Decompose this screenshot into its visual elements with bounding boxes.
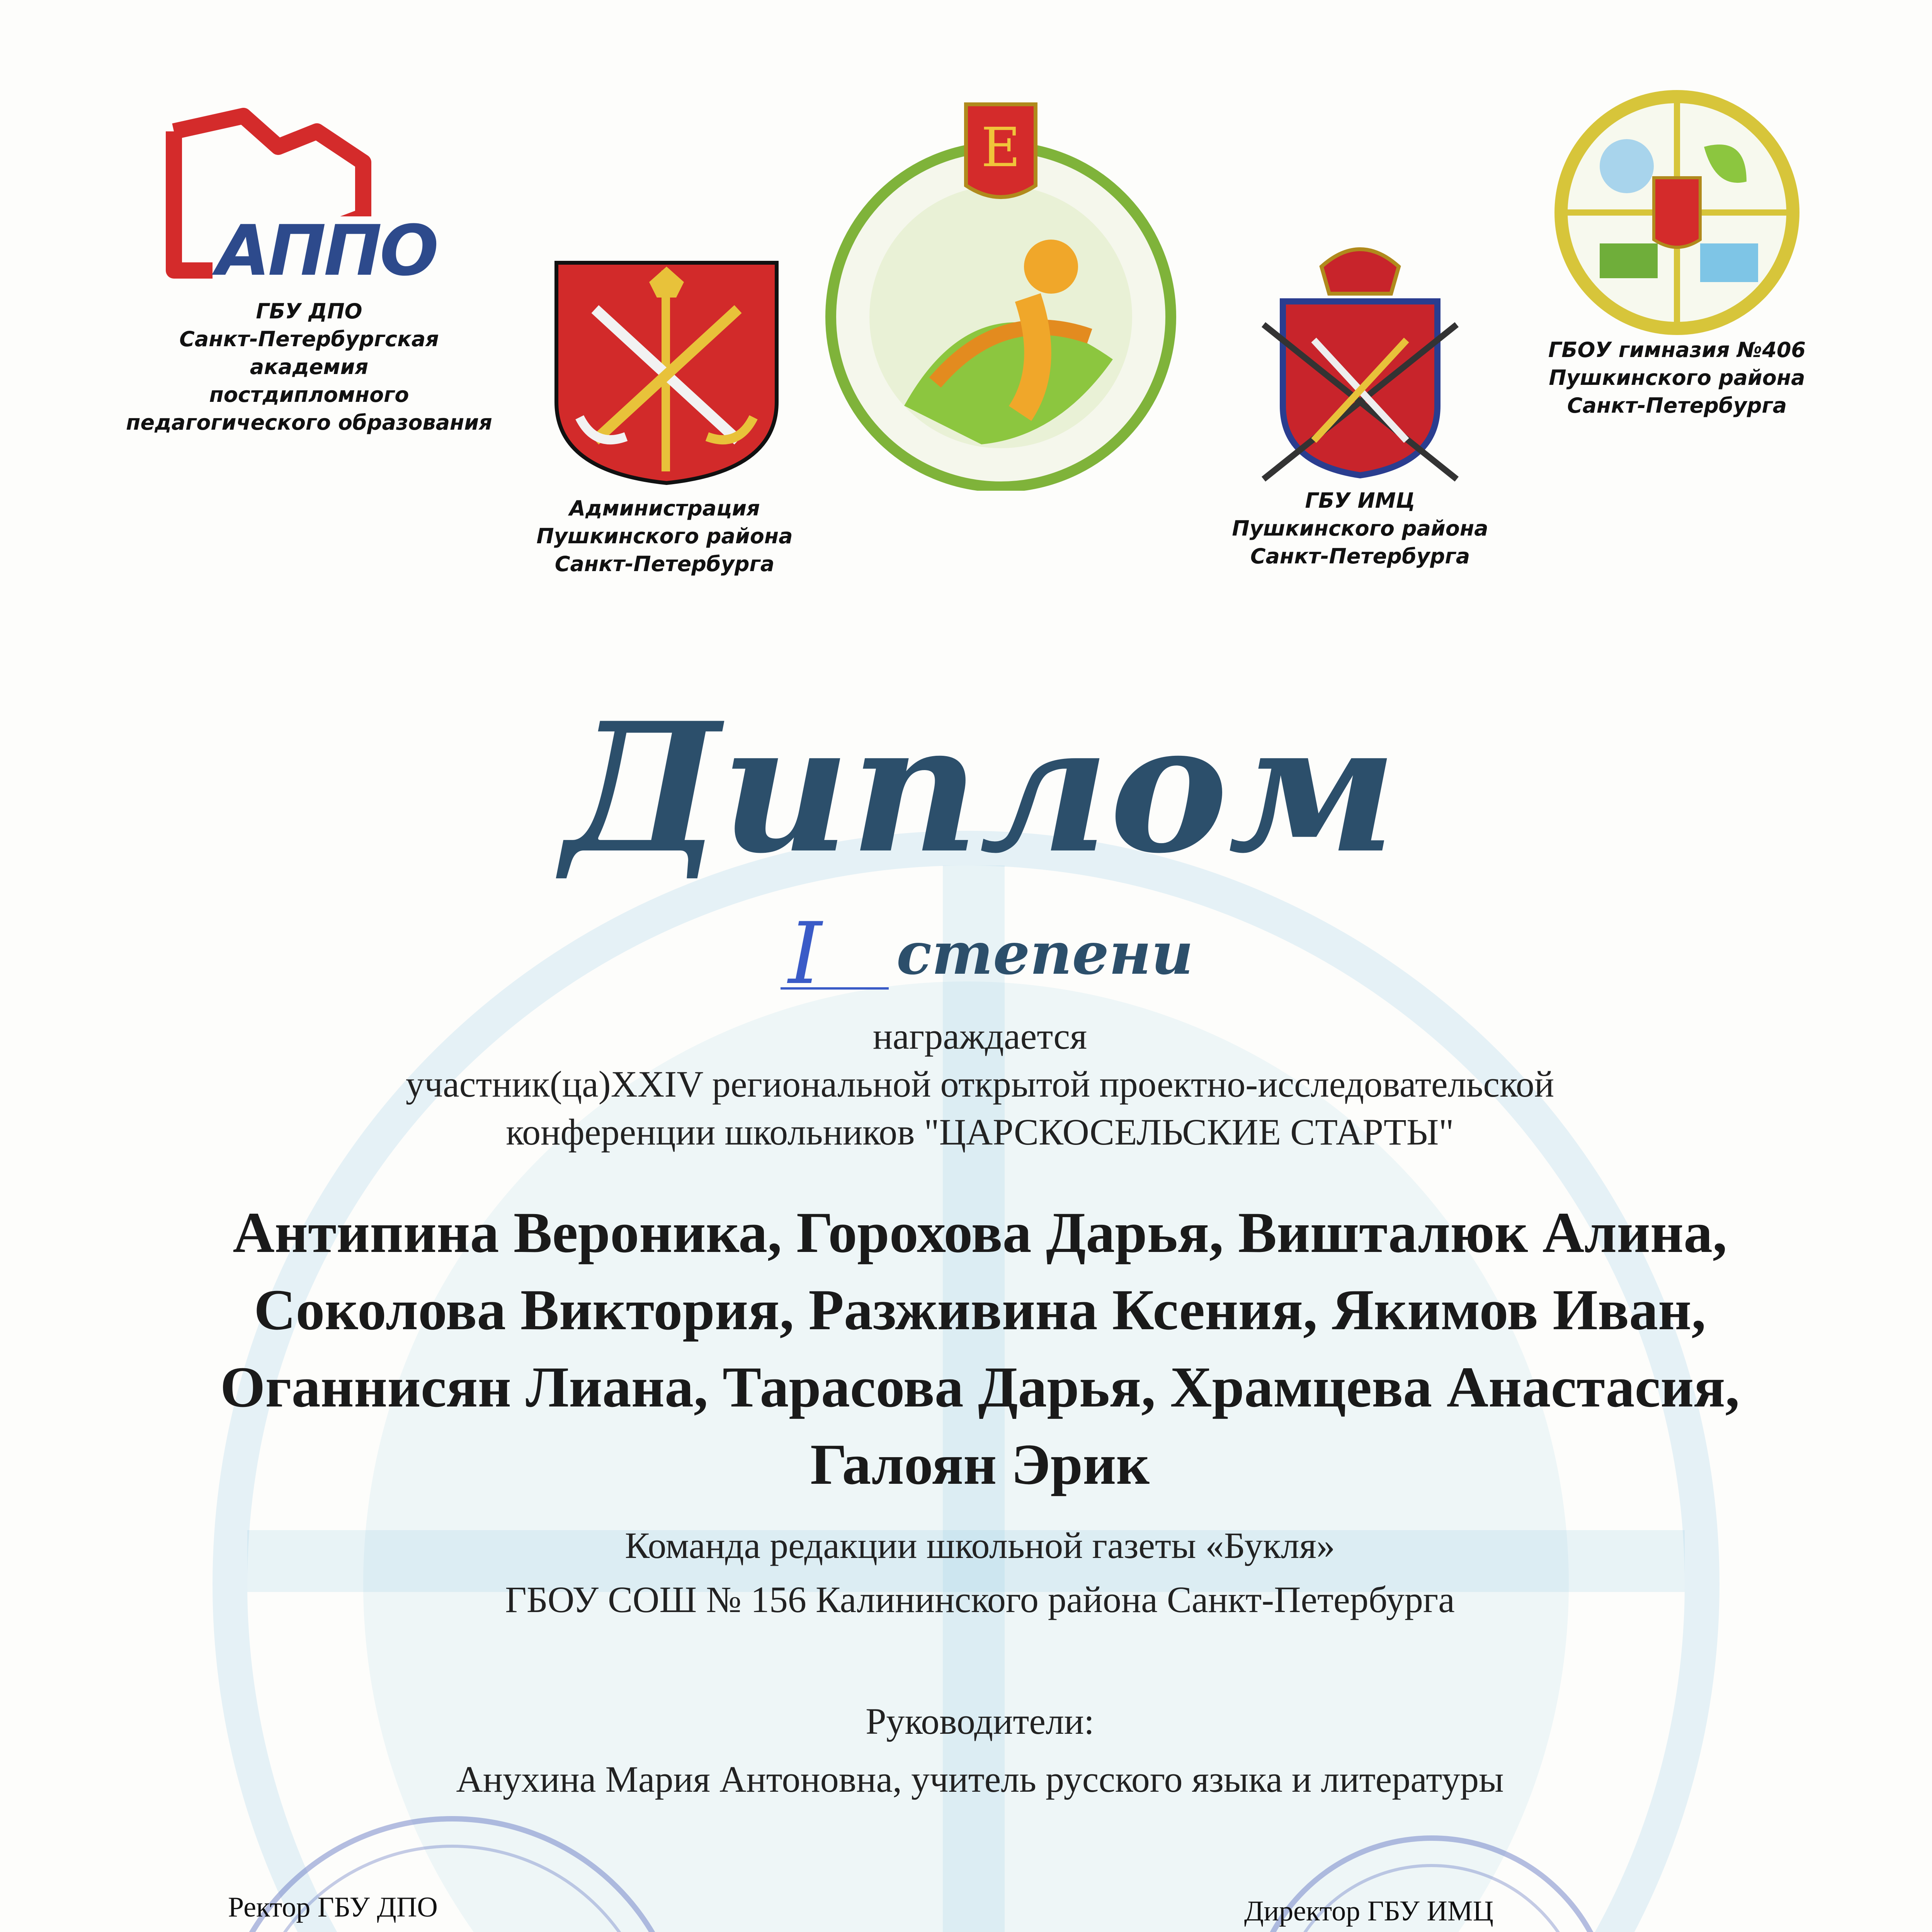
- signatory-title-line: Директор ГБУ ИМЦ: [1244, 1895, 1494, 1927]
- appo-mark: АППО: [216, 211, 437, 291]
- appo-caption-line: Санкт-Петербургская: [179, 327, 439, 351]
- imc-caption-line: Санкт-Петербурга: [1250, 544, 1470, 568]
- signature-right-top: [1244, 1889, 1785, 1932]
- admin-caption-line: Пушкинского района: [536, 524, 793, 548]
- award-line: участник(ца)XXIV региональной открытой проектно-исследовательской: [405, 1063, 1554, 1105]
- signature-left-top: [228, 1886, 769, 1932]
- spb-coat-of-arms-icon: [510, 255, 819, 487]
- appo-logo: [116, 89, 502, 460]
- admin-caption: [510, 495, 819, 578]
- recipients-line: Антипина Вероника, Горохова Дарья, Вишталюк Алина,: [233, 1201, 1727, 1265]
- award-line: конференции школьников "ЦАРСКОСЕЛЬСКИЕ СТАРТЫ": [506, 1111, 1454, 1153]
- diploma-title: Диплом: [563, 684, 1397, 893]
- imc-logo: [1206, 224, 1515, 580]
- team-line: ГБОУ СОШ № 156 Калининского района Санкт-Петербурга: [505, 1579, 1455, 1620]
- admin-caption-line: Санкт-Петербурга: [554, 552, 775, 576]
- imc-caption-line: ГБУ ИМЦ: [1305, 488, 1415, 513]
- imc-coat-of-arms-icon: [1206, 224, 1515, 487]
- team-block: [77, 1519, 1883, 1627]
- award-line: награждается: [872, 1015, 1087, 1057]
- appo-caption-line: постдипломного: [209, 383, 409, 407]
- recipients-line: Соколова Виктория, Разживина Ксения, Якимов Иван,: [254, 1278, 1706, 1342]
- school-emblem-icon: [1530, 89, 1824, 336]
- award-block: [77, 1012, 1883, 1156]
- degree-handwritten: I: [788, 904, 822, 1003]
- appo-caption-line: педагогического образования: [126, 410, 492, 435]
- school-caption-line: Пушкинского района: [1549, 366, 1805, 390]
- appo-caption-line: академия: [250, 355, 369, 379]
- school-caption-line: Санкт-Петербурга: [1567, 393, 1787, 418]
- supervisors-block: [77, 1692, 1883, 1808]
- school-logo: [1530, 89, 1824, 437]
- signatory-title-line: [228, 1929, 769, 1932]
- appo-caption: [116, 298, 502, 437]
- imc-caption: [1206, 487, 1515, 570]
- signatory-title-line: Ректор ГБУ ДПО: [228, 1891, 438, 1923]
- appo-caption-line: ГБУ ДПО: [256, 299, 362, 323]
- degree-row: [765, 904, 1229, 1009]
- degree-label: степени: [896, 920, 1194, 988]
- recipients-line: Галоян Эрик: [810, 1432, 1150, 1497]
- svg-text:Е: Е: [981, 116, 1021, 179]
- recipients-line: Оганнисян Лиана, Тарасова Дарья, Храмцева Анастасия,: [220, 1355, 1740, 1419]
- team-line: Команда редакции школьной газеты «Букля»: [625, 1525, 1335, 1566]
- tsarskoye-starty-emblem-icon: [819, 66, 1182, 491]
- admin-logo: [510, 255, 819, 587]
- school-caption: [1530, 336, 1824, 420]
- imc-caption-line: Пушкинского района: [1232, 516, 1488, 541]
- supervisors-heading: Руководители:: [866, 1701, 1094, 1742]
- admin-caption-line: Администрация: [569, 496, 760, 520]
- school-caption-line: ГБОУ гимназия №406: [1548, 338, 1806, 362]
- supervisors-names: Анухина Мария Антоновна, учитель русского языка и литературы: [456, 1759, 1504, 1800]
- recipients-block: [77, 1194, 1883, 1503]
- gymnasium-emblem: [819, 66, 1182, 491]
